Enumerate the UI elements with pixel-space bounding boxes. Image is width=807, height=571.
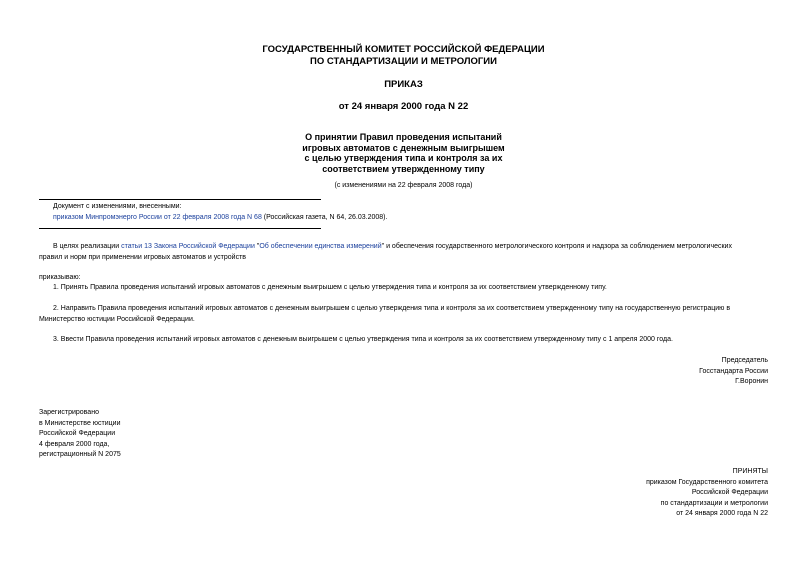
changes-entry: [53, 213, 753, 223]
registration-line-5: регистрационный N 2075: [39, 451, 121, 458]
order-item-3: 3. Ввести Правила проведения испытаний игровых автоматов с денежным выигрышем с целью утверждения типа и контроля за их соответствием утвержденному типу с 1 апреля 2000 года.: [53, 336, 673, 343]
order-item-2-line-2: Министерство юстиции Российской Федерации.: [39, 315, 195, 323]
order-item-1: 1. Принять Правила проведения испытаний игровых автоматов с денежным выигрышем с целью утверждения типа и контроля за их соответствием утвержденному типу.: [53, 284, 607, 291]
registration-line-3: Российской Федерации: [39, 430, 116, 437]
order-item-2: [39, 304, 766, 325]
changes-block: [53, 202, 753, 223]
signature-org: Госстандарта России: [699, 367, 768, 375]
doc-date-number: от 24 января 2000 года N 22: [338, 101, 469, 112]
preamble-prefix: В целях реализации: [53, 243, 122, 250]
law-article-link[interactable]: статьи 13 Закона Российской Федерации: [121, 243, 255, 250]
amending-order-link[interactable]: приказом Минпромэнерго России от 22 февраля 2008 года N 68: [53, 214, 262, 221]
signature-position: Председатель: [721, 357, 768, 364]
order-word: приказываю:: [39, 274, 81, 281]
accepted-line-5: от 24 января 2000 года N 22: [676, 510, 768, 517]
registration-block: [39, 408, 239, 461]
preamble-line-2: правил и норм при применении игровых автоматов и устройств: [39, 253, 246, 261]
quote-open: ": [254, 243, 260, 250]
title-line-1: О принятии Правил проведения испытаний: [305, 132, 502, 142]
changes-top-rule: [39, 199, 321, 200]
preamble: [39, 242, 766, 263]
title-line-3: с целью утверждения типа и контроля за их: [304, 153, 503, 163]
changes-label: Документ с изменениями, внесенными:: [53, 203, 182, 210]
issuer-header: [150, 44, 657, 67]
amending-order-source: (Российская газета, N 64, 26.03.2008).: [261, 214, 388, 221]
registration-line-1: Зарегистрировано: [39, 409, 99, 416]
preamble-suffix: " и обеспечения государственного метрологического контроля и надзора за соблюдением метрологических: [381, 243, 732, 250]
accepted-block: [518, 467, 768, 520]
doc-type: ПРИКАЗ: [384, 79, 423, 90]
accepted-line-3: Российской Федерации: [691, 489, 768, 496]
signature-block: [568, 356, 768, 388]
title-line-4: соответствием утвержденному типу: [322, 163, 485, 174]
changes-bottom-rule: [39, 228, 321, 229]
document-title: [150, 132, 657, 174]
accepted-line-2: приказом Государственного комитета: [646, 478, 768, 486]
registration-line-4: 4 февраля 2000 года,: [39, 440, 110, 448]
issuer-line-1: ГОСУДАРСТВЕННЫЙ КОМИТЕТ РОССИЙСКОЙ ФЕДЕРАЦИИ: [262, 44, 545, 55]
issuer-line-2: ПО СТАНДАРТИЗАЦИИ И МЕТРОЛОГИИ: [310, 55, 497, 67]
title-line-2: игровых автоматов с денежным выигрышем: [302, 142, 505, 153]
law-title-link[interactable]: Об обеспечении единства измерений: [259, 243, 382, 250]
registration-line-2: в Министерстве юстиции: [39, 419, 121, 427]
order-item-2-line-1: 2. Направить Правила проведения испытаний игровых автоматов с денежным выигрышем с целью утверждения типа и контроля за их соответствием утвержденному типу на государственную регистрацию в: [53, 305, 731, 312]
accepted-line-4: по стандартизации и метрологии: [660, 499, 768, 507]
signature-name: Г.Воронин: [735, 378, 768, 385]
preamble-line-1: [39, 242, 766, 253]
amendment-note: (с изменениями на 22 февраля 2008 года): [334, 182, 473, 189]
accepted-line-1: ПРИНЯТЫ: [732, 468, 768, 475]
